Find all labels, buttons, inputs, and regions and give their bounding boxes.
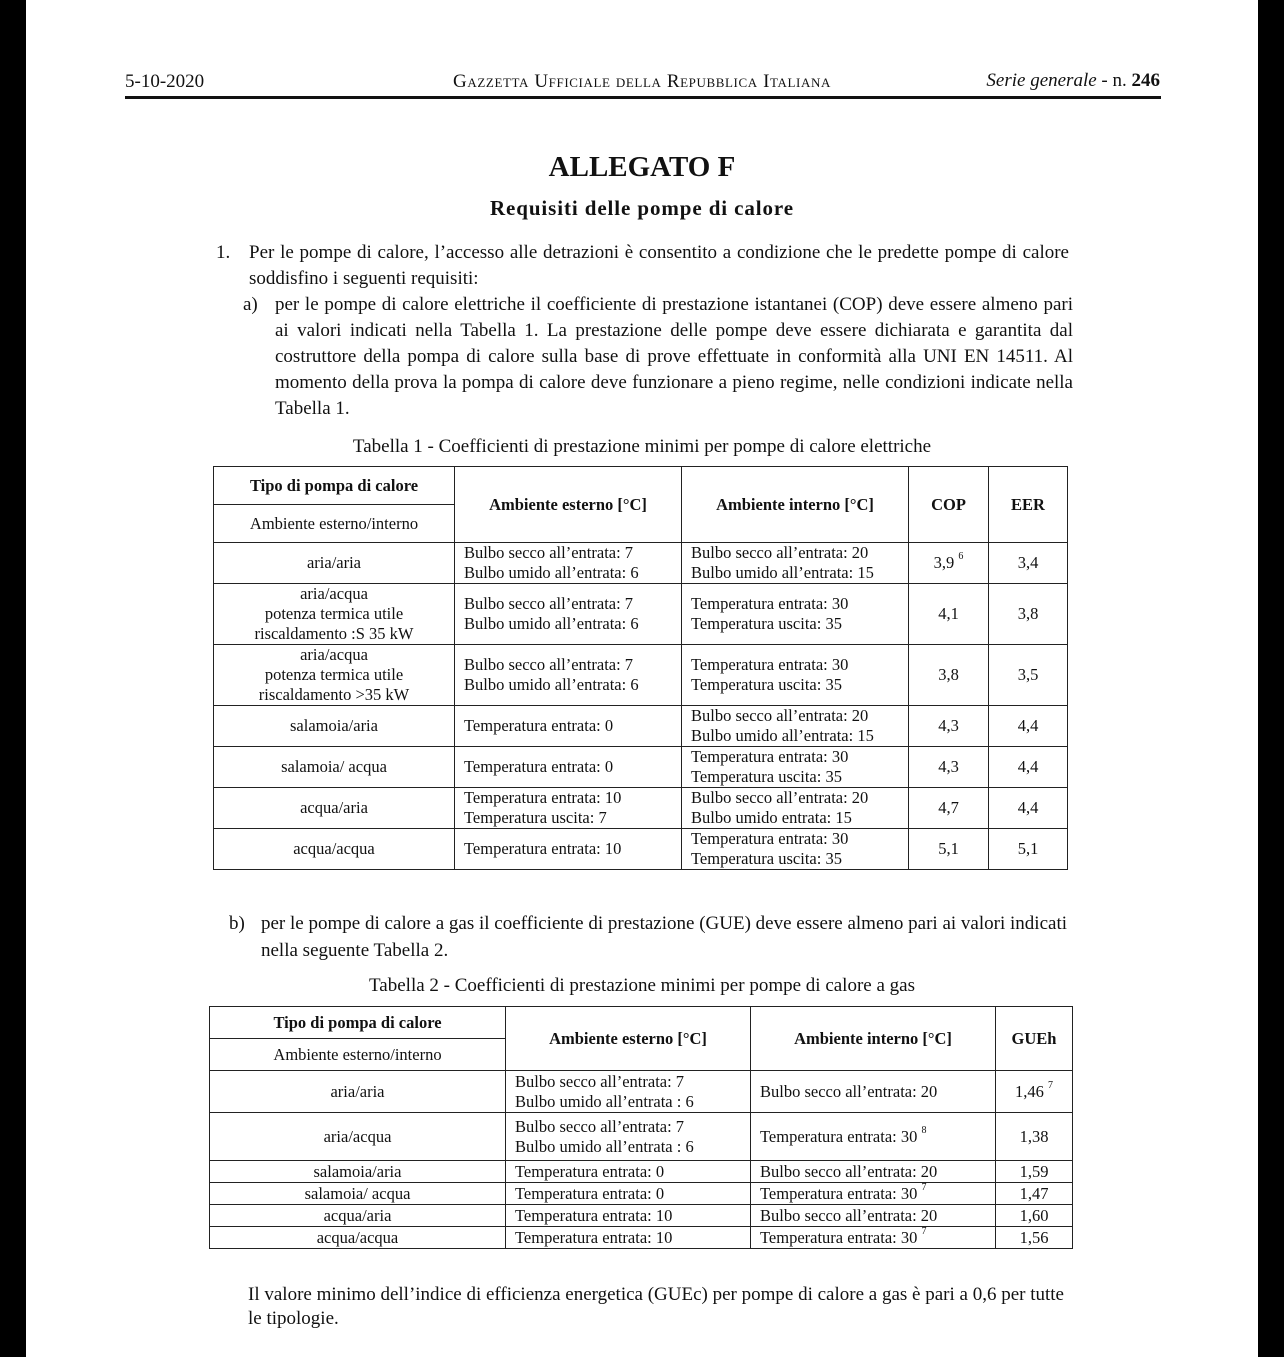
t2-interno-value: Temperatura entrata: 30 <box>760 1184 918 1203</box>
t2-esterno-line: Temperatura entrata: 0 <box>515 1184 665 1203</box>
table-row <box>214 645 1068 706</box>
t1-cell-cop <box>909 788 989 829</box>
t1-cell-esterno <box>455 788 682 829</box>
t2-cell-interno <box>751 1227 996 1249</box>
t2-gueh-value: 1,59 <box>1019 1162 1049 1181</box>
t2-interno-footnote: 8 <box>921 1124 927 1136</box>
t2-cell-interno <box>751 1183 996 1205</box>
t1-cell-interno <box>682 829 909 870</box>
t2-cell-gueh <box>996 1071 1073 1113</box>
item-1-text: Per le pompe di calore, l’accesso alle detrazioni è consentito a condizione che le predette pompe di calore soddisfino i seguenti requisiti: <box>249 242 1069 289</box>
t1-cell-interno <box>682 584 909 645</box>
page-title: ALLEGATO F <box>548 151 736 183</box>
t2-cell-tipo: aria/acqua <box>210 1113 506 1161</box>
t2-cell-tipo: aria/aria <box>210 1071 506 1113</box>
table-row <box>210 1205 1073 1227</box>
t1-esterno-line: Bulbo umido all’entrata: 6 <box>464 614 639 633</box>
t1-tipo-line: riscaldamento :S 35 kW <box>254 624 414 643</box>
t2-cell-esterno <box>506 1205 751 1227</box>
t1-tipo-line: aria/acqua <box>300 584 368 603</box>
t1-cell-cop <box>909 645 989 706</box>
t1-esterno-line: Temperatura entrata: 10 <box>464 788 622 807</box>
t2-esterno-line: Bulbo secco all’entrata: 7 <box>515 1071 685 1091</box>
t1-interno-line: Bulbo umido all’entrata: 15 <box>691 563 874 582</box>
t2-header-tipo: Tipo di pompa di calore <box>210 1007 506 1039</box>
t2-esterno-line: Bulbo secco all’entrata: 7 <box>515 1116 685 1136</box>
t1-cop-value: 3,8 <box>938 665 959 684</box>
t1-cell-eer: 3,4 <box>989 543 1068 584</box>
t1-esterno-line: Bulbo secco all’entrata: 7 <box>464 594 634 613</box>
t1-tipo-line: salamoia/aria <box>290 716 378 735</box>
t2-cell-gueh <box>996 1113 1073 1161</box>
t2-interno-value: Bulbo secco all’entrata: 20 <box>760 1081 938 1101</box>
t1-cell-cop <box>909 543 989 584</box>
t2-header-tipo-sub: Ambiente esterno/interno <box>210 1039 506 1071</box>
t2-esterno-line: Bulbo umido all’entrata : 6 <box>515 1091 694 1111</box>
t1-cell-tipo <box>214 788 455 829</box>
t2-cell-gueh <box>996 1205 1073 1227</box>
t1-interno-line: Temperatura entrata: 30 <box>691 594 849 613</box>
t1-tipo-line: aria/aria <box>306 553 362 572</box>
document-page <box>26 0 1258 1357</box>
t2-gueh-value: 1,38 <box>1019 1126 1049 1146</box>
t2-cell-esterno <box>506 1161 751 1183</box>
t2-interno-footnote: 7 <box>921 1182 927 1193</box>
table-row <box>210 1183 1073 1205</box>
t1-cell-eer: 4,4 <box>989 747 1068 788</box>
t1-cop-footnote: 6 <box>958 551 964 562</box>
t1-cell-cop <box>909 706 989 747</box>
table-row <box>210 1071 1073 1113</box>
t2-interno-value: Temperatura entrata: 30 <box>760 1126 918 1146</box>
t1-interno-line: Bulbo umido all’entrata: 15 <box>691 726 874 745</box>
t1-header-tipo: Tipo di pompa di calore <box>214 467 455 505</box>
table-row <box>214 788 1068 829</box>
table-1-caption: Tabella 1 - Coefficienti di prestazione minimi per pompe di calore elettriche <box>352 436 932 457</box>
table-row <box>214 584 1068 645</box>
t2-gueh-value: 1,56 <box>1019 1228 1049 1247</box>
page-subtitle: Requisiti delle pompe di calore <box>489 196 794 220</box>
t1-tipo-line: aria/acqua <box>300 645 368 664</box>
header-title: Gazzetta Ufficiale della Repubblica Italiana <box>453 71 831 92</box>
table-row <box>214 706 1068 747</box>
t2-cell-tipo: acqua/acqua <box>210 1227 506 1249</box>
t1-tipo-line: acqua/acqua <box>293 839 375 858</box>
t1-cell-interno <box>682 543 909 584</box>
t1-esterno-line: Bulbo umido all’entrata: 6 <box>464 563 639 582</box>
table-2 <box>209 1006 1073 1249</box>
t1-interno-line: Temperatura uscita: 35 <box>691 675 842 694</box>
t1-interno-line: Temperatura uscita: 35 <box>691 767 842 786</box>
t2-cell-gueh <box>996 1161 1073 1183</box>
t1-cell-tipo <box>214 829 455 870</box>
t2-cell-interno <box>751 1205 996 1227</box>
t1-cell-tipo <box>214 645 455 706</box>
table-row <box>210 1113 1073 1161</box>
t1-cell-eer: 4,4 <box>989 706 1068 747</box>
t2-gueh-value: 1,46 <box>1015 1081 1044 1101</box>
t1-cop-value: 4,7 <box>938 798 959 817</box>
t1-tipo-line: riscaldamento >35 kW <box>258 685 410 704</box>
t1-cell-esterno <box>455 829 682 870</box>
table-1 <box>213 466 1068 870</box>
t1-header-tipo-sub: Ambiente esterno/interno <box>214 505 455 543</box>
t1-cell-esterno <box>455 645 682 706</box>
t1-interno-line: Bulbo secco all’entrata: 20 <box>691 706 869 725</box>
t1-cell-eer: 3,8 <box>989 584 1068 645</box>
t1-cop-value: 4,3 <box>938 757 959 776</box>
table-row <box>214 747 1068 788</box>
t2-cell-esterno <box>506 1071 751 1113</box>
t1-esterno-line: Temperatura entrata: 10 <box>464 839 622 858</box>
t2-cell-tipo: salamoia/ acqua <box>210 1183 506 1205</box>
t1-cop-value: 4,1 <box>938 604 959 623</box>
t2-interno-footnote: 7 <box>921 1226 927 1237</box>
t1-esterno-line: Bulbo secco all’entrata: 7 <box>464 543 634 562</box>
t1-esterno-line: Bulbo secco all’entrata: 7 <box>464 655 634 674</box>
t1-cell-tipo <box>214 584 455 645</box>
t2-cell-gueh <box>996 1183 1073 1205</box>
table-2-caption: Tabella 2 - Coefficienti di prestazione minimi per pompe di calore a gas <box>369 975 915 996</box>
item-b-label: b) <box>229 913 245 934</box>
t1-cell-eer: 5,1 <box>989 829 1068 870</box>
t2-cell-tipo: salamoia/aria <box>210 1161 506 1183</box>
t1-cell-tipo <box>214 747 455 788</box>
t1-interno-line: Temperatura uscita: 35 <box>691 614 842 633</box>
t2-gueh-footnote: 7 <box>1048 1079 1053 1091</box>
header-serie <box>986 70 1160 92</box>
t1-interno-line: Bulbo secco all’entrata: 20 <box>691 543 869 562</box>
t2-cell-gueh <box>996 1227 1073 1249</box>
t1-cell-interno <box>682 645 909 706</box>
header-serie-sep: - n. <box>1096 70 1132 91</box>
t2-cell-esterno <box>506 1183 751 1205</box>
t2-cell-interno <box>751 1161 996 1183</box>
t1-interno-line: Temperatura entrata: 30 <box>691 829 849 848</box>
t1-cell-esterno <box>455 584 682 645</box>
item-b-text: per le pompe di calore a gas il coefficiente di prestazione (GUE) deve essere almeno pari ai valori indicati nella seguente Tabella 2. <box>261 913 1067 961</box>
t1-interno-line: Temperatura uscita: 35 <box>691 849 842 868</box>
table-row <box>214 829 1068 870</box>
header-serie-label: Serie generale <box>986 70 1097 91</box>
t1-cell-esterno <box>455 706 682 747</box>
t1-interno-line: Bulbo umido entrata: 15 <box>691 808 852 827</box>
t1-esterno-line: Temperatura entrata: 0 <box>464 757 614 776</box>
t1-tipo-line: salamoia/ acqua <box>281 757 387 776</box>
t1-cop-value: 3,9 <box>933 553 955 572</box>
t1-esterno-line: Temperatura uscita: 7 <box>464 808 607 827</box>
t1-esterno-line: Bulbo umido all’entrata: 6 <box>464 675 639 694</box>
t1-tipo-line: potenza termica utile <box>264 665 404 684</box>
t1-header-interno: Ambiente interno [°C] <box>682 467 909 543</box>
table-row <box>210 1227 1073 1249</box>
item-a-text: per le pompe di calore elettriche il coefficiente di prestazione istantanei (COP) deve essere almeno pari ai valori indicati nella Tabella 1. La prestazione delle pompe deve essere dichiarata e garantita dal costruttore della pompa di calore sulla base di prove effettuate in conformità alla UNI EN 14511. Al momento della prova la pompa di calore deve funzionare a pieno regime, nelle condizioni indicate nella Tabella 1. <box>275 294 1073 419</box>
t1-cell-interno <box>682 706 909 747</box>
t2-cell-esterno <box>506 1227 751 1249</box>
t1-cell-tipo <box>214 543 455 584</box>
t2-esterno-line: Temperatura entrata: 10 <box>515 1228 673 1247</box>
t1-tipo-line: acqua/aria <box>300 798 368 817</box>
t1-header-eer: EER <box>989 467 1068 543</box>
t1-cell-interno <box>682 788 909 829</box>
t2-header-gueh: GUEh <box>996 1007 1073 1071</box>
t2-interno-value: Temperatura entrata: 30 <box>760 1228 918 1247</box>
t2-header-esterno: Ambiente esterno [°C] <box>506 1007 751 1071</box>
t1-interno-line: Temperatura entrata: 30 <box>691 655 849 674</box>
final-note: Il valore minimo dell’indice di efficienza energetica (GUEc) per pompe di calore a gas è pari a 0,6 per tutte le tipologie. <box>248 1284 1064 1329</box>
t1-header-esterno: Ambiente esterno [°C] <box>455 467 682 543</box>
table-row <box>214 543 1068 584</box>
item-1-number: 1. <box>216 242 231 263</box>
t1-cop-value: 5,1 <box>938 839 959 858</box>
t2-gueh-value: 1,60 <box>1019 1206 1049 1225</box>
t2-esterno-line: Temperatura entrata: 10 <box>515 1206 673 1225</box>
header-rule <box>125 96 1161 99</box>
t2-interno-value: Bulbo secco all’entrata: 20 <box>760 1206 938 1225</box>
item-a-label: a) <box>243 294 258 315</box>
t1-interno-line: Temperatura entrata: 30 <box>691 747 849 766</box>
t1-cell-tipo <box>214 706 455 747</box>
t2-header-interno: Ambiente interno [°C] <box>751 1007 996 1071</box>
header-serie-number: 246 <box>1131 70 1160 91</box>
t2-gueh-value: 1,47 <box>1019 1184 1049 1203</box>
t1-esterno-line: Temperatura entrata: 0 <box>464 716 614 735</box>
t1-tipo-line: potenza termica utile <box>264 604 404 623</box>
t2-cell-esterno <box>506 1113 751 1161</box>
t2-esterno-line: Temperatura entrata: 0 <box>515 1162 665 1181</box>
t2-esterno-line: Bulbo umido all’entrata : 6 <box>515 1136 694 1156</box>
t1-cell-cop <box>909 747 989 788</box>
t1-cop-value: 4,3 <box>938 716 959 735</box>
t1-header-cop: COP <box>909 467 989 543</box>
t1-cell-eer: 4,4 <box>989 788 1068 829</box>
t1-cell-esterno <box>455 747 682 788</box>
t1-cell-eer: 3,5 <box>989 645 1068 706</box>
t1-cell-interno <box>682 747 909 788</box>
table-row <box>210 1161 1073 1183</box>
t1-cell-cop <box>909 584 989 645</box>
t1-cell-esterno <box>455 543 682 584</box>
t2-cell-interno <box>751 1071 996 1113</box>
t2-cell-interno <box>751 1113 996 1161</box>
t2-cell-tipo: acqua/aria <box>210 1205 506 1227</box>
t2-interno-value: Bulbo secco all’entrata: 20 <box>760 1162 938 1181</box>
t1-interno-line: Bulbo secco all’entrata: 20 <box>691 788 869 807</box>
header-date: 5-10-2020 <box>125 71 205 92</box>
t1-cell-cop <box>909 829 989 870</box>
